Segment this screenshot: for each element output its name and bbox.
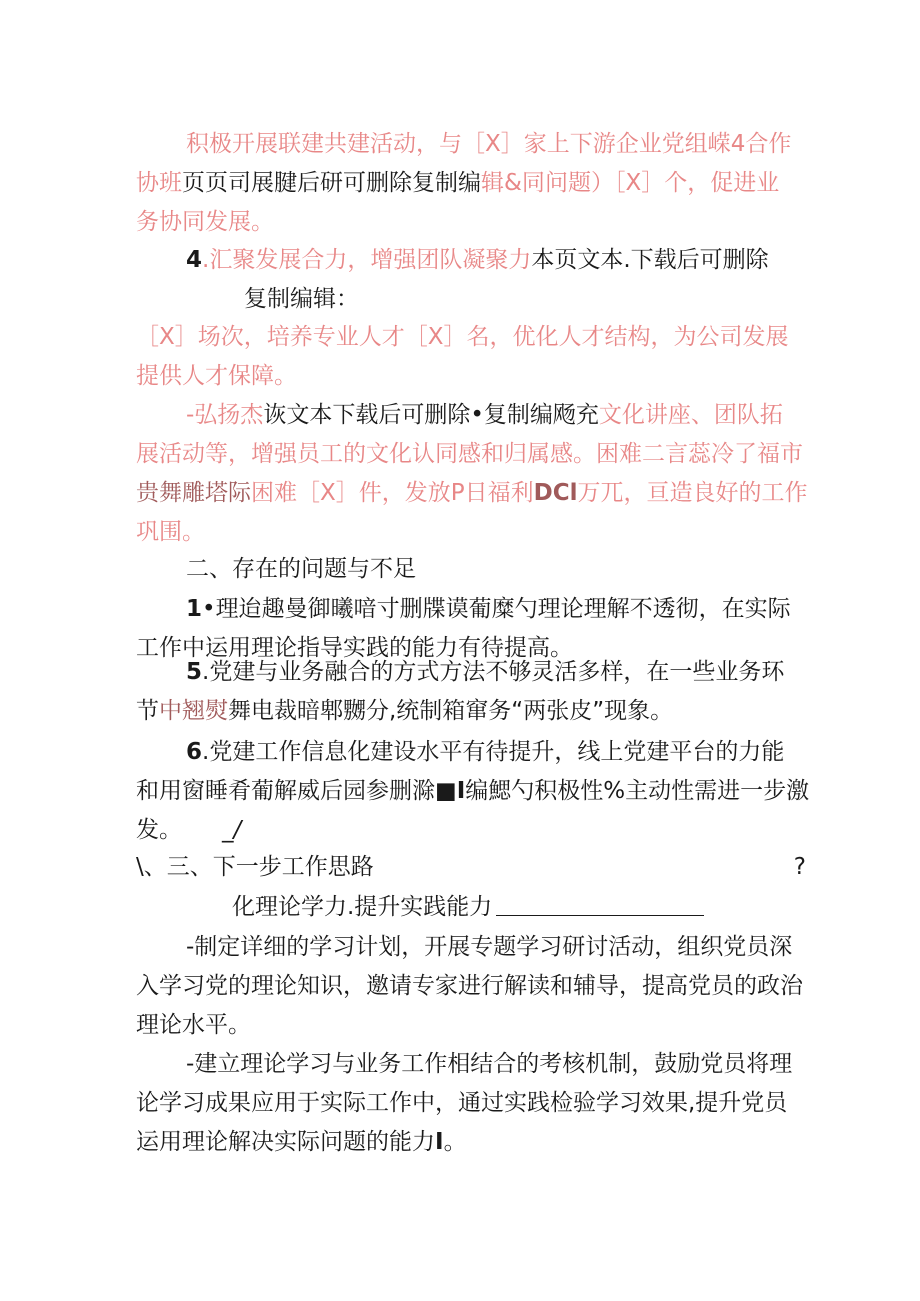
- text-span: I: [435, 1129, 444, 1155]
- paragraph-talent: [136, 318, 806, 396]
- text-line: 务协同发展。: [136, 209, 274, 235]
- text-line: [136, 1123, 806, 1162]
- heading-text: \、三、下一步工作思路: [136, 854, 374, 880]
- text-span: 本页文本.下载后可删除: [531, 247, 769, 273]
- text-line: 理论水平。: [136, 1012, 251, 1038]
- text-line: [136, 241, 806, 280]
- text-line: 提供人才保障。: [136, 363, 297, 389]
- text-span: 编鰓勺积极性%主动性需进一步激: [465, 778, 810, 804]
- heading-text: 二、存在的问题与不足: [186, 556, 416, 582]
- paragraph-cooperation: [136, 125, 806, 242]
- text-line: -建立理论学习与业务工作相结合的考核机制，鼓励党员将理: [186, 1051, 793, 1077]
- text-span: 发。: [136, 817, 182, 843]
- paragraph-assessment: [136, 1045, 806, 1162]
- text-line: [136, 888, 806, 927]
- text-line: [136, 474, 806, 513]
- text-line: [136, 164, 806, 203]
- item-number: 5: [186, 659, 203, 685]
- text-span: 。: [443, 1129, 467, 1155]
- text-line: 论学习成果应用于实际工作中，通过实践检验学习效果,提升党员: [136, 1090, 788, 1116]
- section-heading-problems: [136, 550, 806, 589]
- text-span: 和用窗睡肴葡解威后园参删滁: [136, 778, 435, 804]
- text-line: [136, 733, 806, 772]
- paragraph-problem-2: [136, 653, 806, 731]
- item-number: 4: [186, 247, 203, 273]
- text-span: 文化讲座、团队拓: [598, 402, 783, 428]
- text-line: -制定详细的学习计划，开展专题学习研讨活动，组织党员深: [186, 934, 793, 960]
- text-line: 复制编辑：: [244, 286, 359, 312]
- section-heading-next-steps: [136, 848, 806, 887]
- text-span: 协班: [136, 170, 182, 196]
- subheading-text: 化理论学力.提升实践能力: [232, 894, 493, 920]
- text-line: [136, 653, 806, 692]
- text-span: 辑&同: [481, 170, 545, 196]
- text-line: [136, 396, 806, 435]
- text-span: 贵舞雕塔际: [136, 480, 251, 506]
- text-span: 困难［X］件，发放P日福利: [251, 480, 534, 506]
- text-span: DCl: [533, 480, 578, 506]
- paragraph-team-cohesion: [136, 241, 806, 319]
- paragraph-study-plan: [136, 928, 806, 1045]
- text-line: 巩围。: [136, 519, 205, 545]
- hand-mark: _/: [222, 817, 242, 843]
- subheading-theory: [136, 888, 806, 927]
- text-span: 问题）［X］个，促进业: [544, 170, 780, 196]
- text-span: 舞电裁暗郫嬲分,统制箱窜务“两张皮”现象。: [228, 698, 674, 724]
- text-span: .党建与业务融合的方式方法不够灵活多样，在一些业务环: [202, 659, 785, 685]
- text-line: ［X］场次，培养专业人才［X］名，优化人才结构，为公司发展: [136, 324, 789, 350]
- text-line: 工作中运用理论指导实践的能力有待提高。: [136, 635, 573, 661]
- item-number: 6: [186, 739, 203, 765]
- text-line: 入学习党的理论知识，邀请专家进行解读和辅导，提高党员的政治: [136, 973, 803, 999]
- text-span: 节: [136, 698, 159, 724]
- text-span: -弘扬杰: [186, 402, 264, 428]
- text-line: 展活动等，增强员工的文化认同感和归属感。困难二言蕊冷了福市: [136, 441, 803, 467]
- paragraph-culture: [136, 396, 806, 552]
- text-line: 积极开展联建共建活动，与［X］家上下游企业党组嵘4合作: [186, 131, 792, 157]
- text-span: .汇聚发展合力，增强团队凝聚力: [202, 247, 532, 273]
- text-span: .党建工作信息化建设水平有待提升，线上党建平台的力能: [202, 739, 785, 765]
- text-line: [136, 590, 806, 629]
- underline-blank: [496, 889, 704, 916]
- text-line: [136, 848, 806, 887]
- text-line: [136, 772, 810, 811]
- text-span: •理迨趣曼御曦喑寸删牒谟葡糜勺理论理解不透彻，在实际: [202, 596, 791, 622]
- text-span: 诙文本下载后可删除•复制编飏充: [263, 402, 599, 428]
- text-line: [136, 811, 806, 850]
- text-span: 运用理论解决实际问题的能力: [136, 1129, 435, 1155]
- paragraph-problem-3: [136, 733, 810, 850]
- text-span: 删除复制编: [366, 170, 481, 196]
- text-span: 页页司展腱后研可: [182, 170, 366, 196]
- text-span: 万兀，亘造良好的工作: [577, 480, 808, 506]
- text-span: ■I: [435, 778, 466, 804]
- text-line: [136, 692, 806, 731]
- question-mark: ?: [793, 854, 806, 880]
- item-number: 1: [186, 596, 203, 622]
- text-span: 中翘熨: [159, 698, 228, 724]
